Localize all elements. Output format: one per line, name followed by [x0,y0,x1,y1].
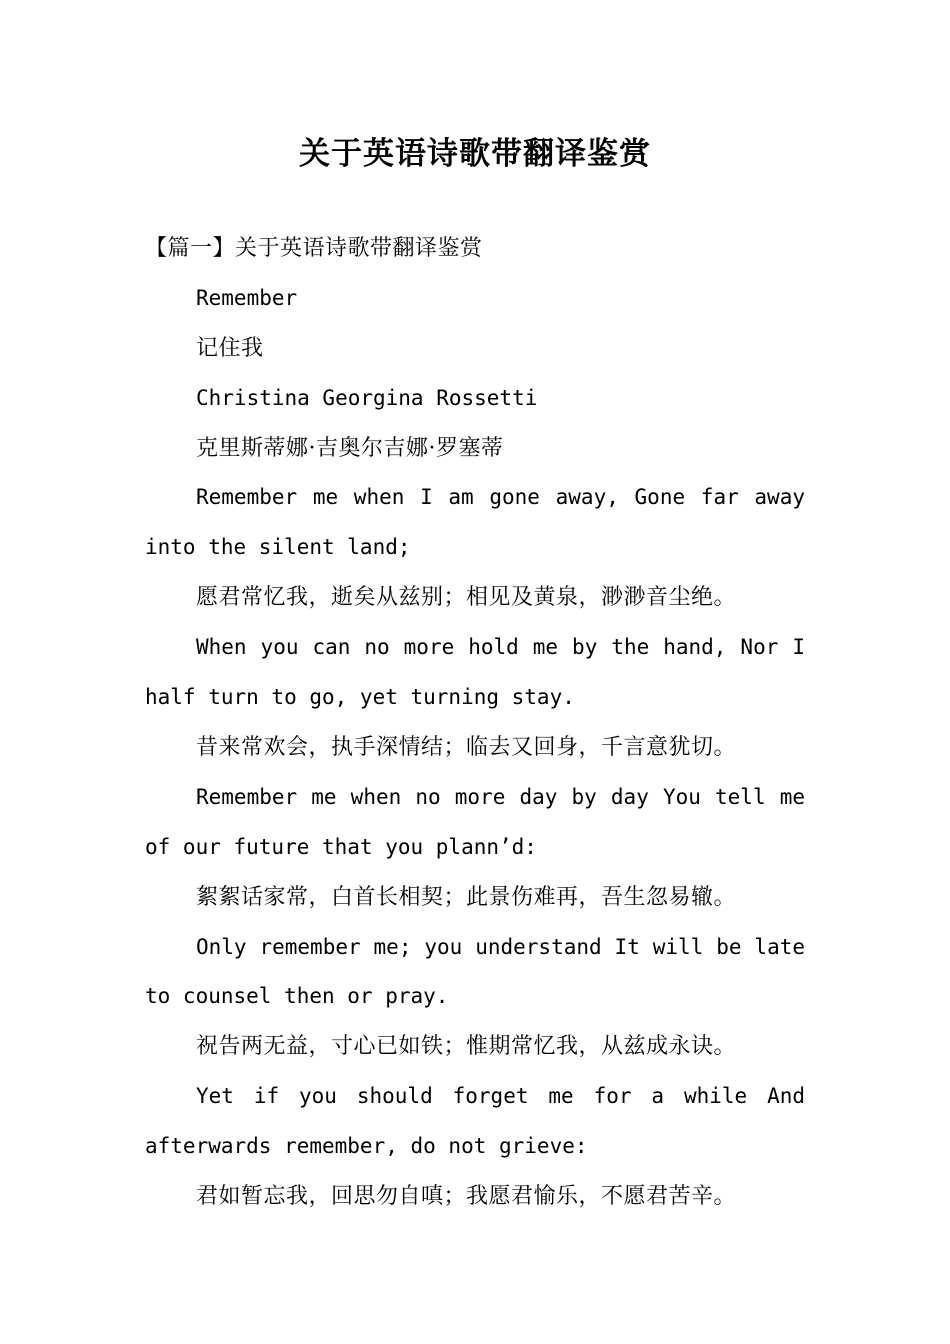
stanza-zh: 祝告两无益，寸心已如铁；惟期常忆我，从兹成永诀。 [196,1034,737,1060]
stanza-en: Only remember me; you understand It will be late to counsel then or pray. [145,934,805,1009]
poem-title-en: Remember [196,285,298,310]
section-heading: 【篇一】关于英语诗歌带翻译鉴赏 [145,236,483,261]
stanza-zh: 昔来常欢会，执手深情结；临去又回身，千言意犹切。 [196,734,737,760]
stanza-zh: 君如暂忘我，回思勿自嗔；我愿君愉乐，不愿君苦辛。 [196,1184,737,1210]
document-body [145,224,805,1222]
stanza-en: Remember me when I am gone away, Gone far away into the silent land; [145,485,805,560]
stanza-en: When you can no more hold me by the hand, Nor I half turn to go, yet turning stay. [145,635,805,710]
author-en: Christina Georgina Rossetti [196,385,538,410]
document-title: 关于英语诗歌带翻译鉴赏 [299,136,651,172]
stanza-en: Remember me when no more day by day You tell me of our future that you plann’d: [145,784,805,859]
stanza-en: Yet if you should forget me for a while And afterwards remember, do not grieve: [145,1084,805,1159]
author-zh: 克里斯蒂娜·吉奥尔吉娜·罗塞蒂 [196,435,504,461]
poem-title-zh: 记住我 [196,335,264,361]
stanza-zh: 愿君常忆我，逝矣从兹别；相见及黄泉，渺渺音尘绝。 [196,585,737,611]
stanza-zh: 絮絮话家常，白首长相契；此景伤难再，吾生忽易辙。 [196,884,737,910]
